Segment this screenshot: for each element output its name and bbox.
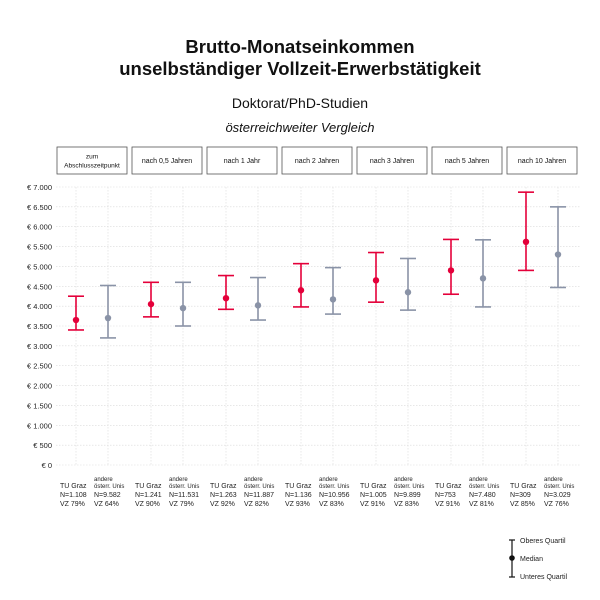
y-tick-label: € 2.000 xyxy=(26,381,52,391)
group-vz-label: VZ 91% xyxy=(360,501,385,508)
group-n-label: N=309 xyxy=(510,492,531,499)
panel-header-label: nach 10 Jahren xyxy=(517,158,567,165)
group-n-label: N=1.241 xyxy=(135,492,162,499)
group-name-label: andere xyxy=(319,477,338,483)
group-n-label: N=7.480 xyxy=(469,492,496,499)
group-vz-label: VZ 64% xyxy=(94,501,119,508)
group-name-label: österr. Unis xyxy=(319,484,350,490)
group-name-label: TU Graz xyxy=(510,483,537,490)
panel-header-label: nach 5 Jahren xyxy=(444,158,490,165)
group-vz-label: VZ 91% xyxy=(435,501,460,508)
group-n-label: N=1.005 xyxy=(360,492,387,499)
median-point-tu xyxy=(73,317,79,323)
group-name-label: TU Graz xyxy=(135,483,162,490)
chart-title-line1: Brutto-Monatseinkommen xyxy=(185,36,415,57)
legend xyxy=(509,538,568,581)
group-name-label: TU Graz xyxy=(360,483,387,490)
group-n-label: N=10.956 xyxy=(319,492,350,499)
y-tick-label: € 3.500 xyxy=(26,322,52,331)
legend-median-label: Median xyxy=(520,556,543,563)
panel-6 xyxy=(432,147,502,508)
group-n-label: N=11.531 xyxy=(169,492,200,499)
group-vz-label: VZ 93% xyxy=(285,501,310,508)
panel-1 xyxy=(57,147,127,508)
group-vz-label: VZ 76% xyxy=(544,501,569,508)
group-name-label: österr. Unis xyxy=(394,484,425,490)
group-vz-label: VZ 92% xyxy=(210,501,235,508)
group-name-label: andere xyxy=(244,477,263,483)
group-n-label: N=1.136 xyxy=(285,492,312,499)
y-tick-label: € 6.500 xyxy=(26,202,52,212)
y-tick-label: € 3.000 xyxy=(26,341,52,351)
chart-subtitle-italic: österreichweiter Vergleich xyxy=(225,120,375,135)
group-name-label: TU Graz xyxy=(60,483,87,490)
y-tick-label: € 6.000 xyxy=(26,222,52,232)
median-point-tu xyxy=(523,239,529,245)
median-point-andere xyxy=(330,296,336,302)
y-tick-label: € 1.500 xyxy=(26,401,52,411)
panel-5 xyxy=(357,147,427,508)
legend-upper-label: Oberes Quartil xyxy=(520,538,566,545)
median-point-andere xyxy=(405,289,411,295)
group-n-label: N=9.899 xyxy=(394,492,421,499)
group-name-label: TU Graz xyxy=(435,483,462,490)
group-n-label: N=9.582 xyxy=(94,492,121,499)
y-tick-label: € 5.500 xyxy=(26,242,52,252)
group-vz-label: VZ 83% xyxy=(319,501,344,508)
y-tick-label: € 0 xyxy=(41,461,52,470)
median-point-andere xyxy=(255,302,261,308)
group-name-label: andere xyxy=(469,477,488,483)
legend-lower-label: Unteres Quartil xyxy=(520,574,568,581)
panel-header-label: nach 0,5 Jahren xyxy=(141,158,193,165)
group-name-label: österr. Unis xyxy=(169,484,200,490)
median-point-tu xyxy=(148,301,154,307)
group-name-label: österr. Unis xyxy=(544,484,575,490)
panel-header-box xyxy=(57,147,127,174)
median-point-tu xyxy=(448,267,454,273)
y-tick-label: € 1.000 xyxy=(26,421,52,431)
group-name-label: andere xyxy=(169,477,188,483)
chart-title-line2: unselbständiger Vollzeit-Erwerbstätigkeit xyxy=(119,58,481,79)
group-vz-label: VZ 81% xyxy=(469,501,494,508)
group-name-label: andere xyxy=(544,477,563,483)
y-tick-label: € 5.000 xyxy=(26,262,52,272)
group-vz-label: VZ 79% xyxy=(169,501,194,508)
panel-header-label: zum xyxy=(85,153,99,161)
panel-4 xyxy=(282,147,352,508)
median-point-andere xyxy=(480,275,486,281)
median-point-andere xyxy=(105,315,111,321)
median-point-tu xyxy=(223,295,229,301)
group-n-label: N=1.263 xyxy=(210,492,237,499)
y-tick-label: € 2.500 xyxy=(26,361,52,371)
group-name-label: österr. Unis xyxy=(244,484,275,490)
group-name-label: TU Graz xyxy=(210,483,237,490)
y-tick-label: € 7.000 xyxy=(26,183,52,192)
group-vz-label: VZ 79% xyxy=(60,501,85,508)
group-n-label: N=1.108 xyxy=(60,492,87,499)
panel-2 xyxy=(132,147,202,508)
median-point-andere xyxy=(180,305,186,311)
group-vz-label: VZ 83% xyxy=(394,501,419,508)
median-point-andere xyxy=(555,251,561,257)
legend-median-point xyxy=(509,555,515,561)
panel-header-label: nach 3 Jahren xyxy=(369,158,415,165)
group-vz-label: VZ 82% xyxy=(244,501,269,508)
group-vz-label: VZ 85% xyxy=(510,501,535,508)
group-vz-label: VZ 90% xyxy=(135,501,160,508)
median-point-tu xyxy=(298,287,304,293)
y-tick-label: € 4.500 xyxy=(26,282,52,292)
panel-header-label: nach 2 Jahren xyxy=(294,158,340,165)
group-n-label: N=753 xyxy=(435,492,456,499)
group-name-label: österr. Unis xyxy=(94,484,125,490)
group-n-label: N=3.029 xyxy=(544,492,571,499)
median-point-tu xyxy=(373,277,379,283)
group-name-label: TU Graz xyxy=(285,483,312,490)
y-tick-label: € 4.000 xyxy=(26,302,52,312)
group-name-label: andere xyxy=(394,477,413,483)
panel-7 xyxy=(507,147,577,508)
y-tick-label: € 500 xyxy=(33,441,52,451)
group-name-label: österr. Unis xyxy=(469,484,500,490)
panel-3 xyxy=(207,147,277,508)
group-name-label: andere xyxy=(94,477,113,483)
panel-header-label: nach 1 Jahr xyxy=(223,158,261,165)
group-n-label: N=11.887 xyxy=(244,492,275,499)
chart-subtitle: Doktorat/PhD-Studien xyxy=(231,95,369,111)
panel-header-label: Abschlusszeitpunkt xyxy=(64,162,120,170)
